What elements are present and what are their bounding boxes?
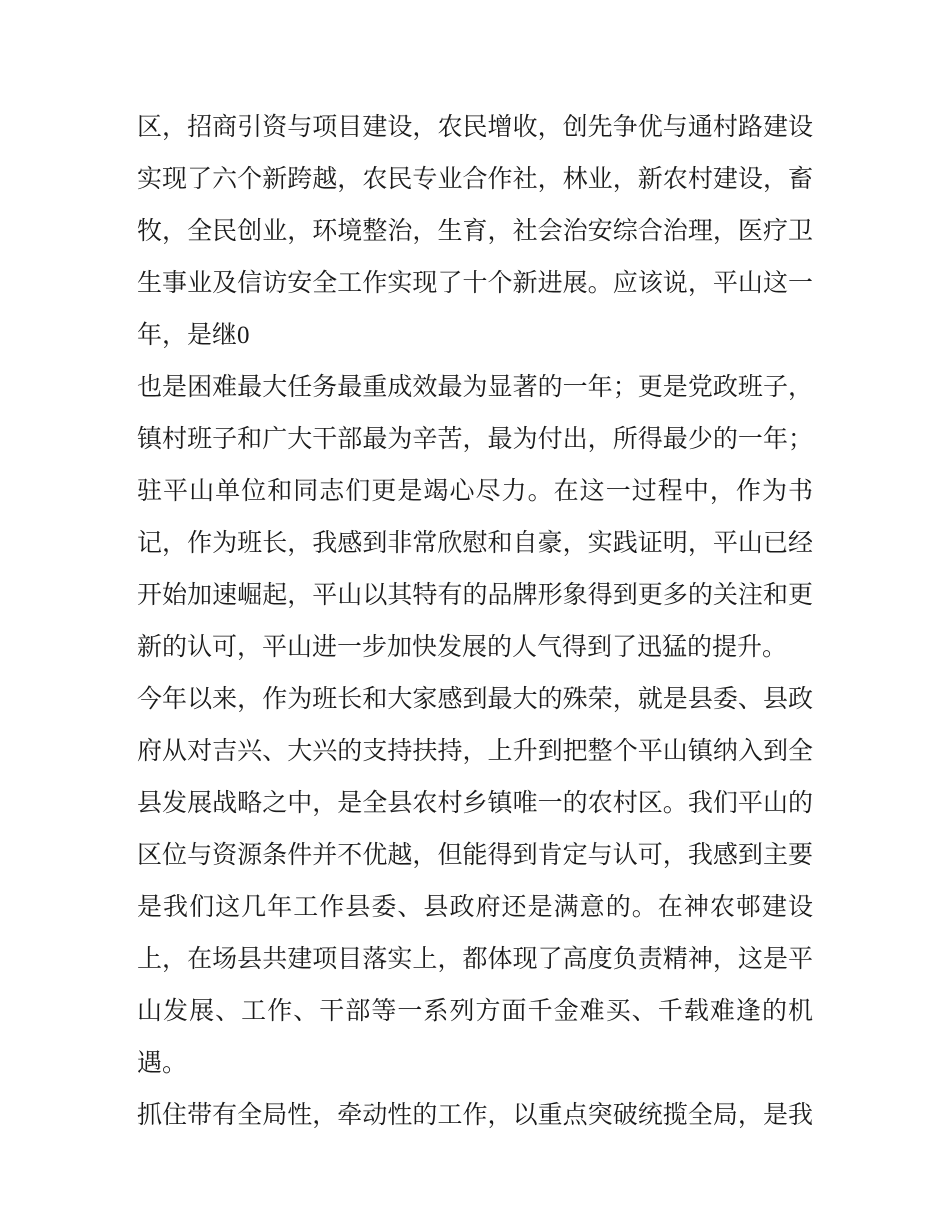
text-line: 实现了六个新跨越，农民专业合作社，林业，新农村建设，畜 (137, 166, 813, 193)
text-line: 县发展战略之中，是全县农村乡镇唯一的农村区。我们平山的 (137, 790, 813, 817)
text-line: 是我们这几年工作县委、县政府还是满意的。在神农邨建设 (137, 894, 813, 921)
text-line: 生事业及信访安全工作实现了十个新进展。应该说，平山这一 (137, 270, 813, 297)
text-line: 驻平山单位和同志们更是竭心尽力。在这一过程中，作为书 (137, 478, 813, 505)
text-line: 也是困难最大任务最重成效最为显著的一年；更是党政班子， (137, 374, 813, 401)
text-line: 镇村班子和广大干部最为辛苦，最为付出，所得最少的一年； (137, 426, 813, 453)
text-line: 今年以来，作为班长和大家感到最大的殊荣，就是县委、县政 (137, 686, 813, 713)
text-line: 山发展、工作、干部等一系列方面千金难买、千载难逢的机 (137, 998, 813, 1025)
text-line: 牧，全民创业，环境整治，生育，社会治安综合治理，医疗卫 (137, 218, 813, 245)
text-line: 区位与资源条件并不优越，但能得到肯定与认可，我感到主要 (137, 842, 813, 869)
document-text-block (137, 102, 813, 1142)
text-line paragraph-end: 年，是继0 (137, 322, 250, 349)
text-line paragraph-end: 新的认可，平山进一步加快发展的人气得到了迅猛的提升。 (137, 634, 788, 661)
text-line: 上，在场县共建项目落实上，都体现了高度负责精神，这是平 (137, 946, 813, 973)
text-line: 府从对吉兴、大兴的支持扶持，上升到把整个平山镇纳入到全 (137, 738, 813, 765)
text-line: 记，作为班长，我感到非常欣慰和自豪，实践证明，平山已经 (137, 530, 813, 557)
text-line: 开始加速崛起，平山以其特有的品牌形象得到更多的关注和更 (137, 582, 813, 609)
text-line paragraph-end: 遇。 (137, 1050, 188, 1077)
text-line: 区，招商引资与项目建设，农民增收，创先争优与通村路建设 (137, 114, 813, 141)
text-line: 抓住带有全局性，牵动性的工作，以重点突破统揽全局，是我 (137, 1102, 813, 1129)
